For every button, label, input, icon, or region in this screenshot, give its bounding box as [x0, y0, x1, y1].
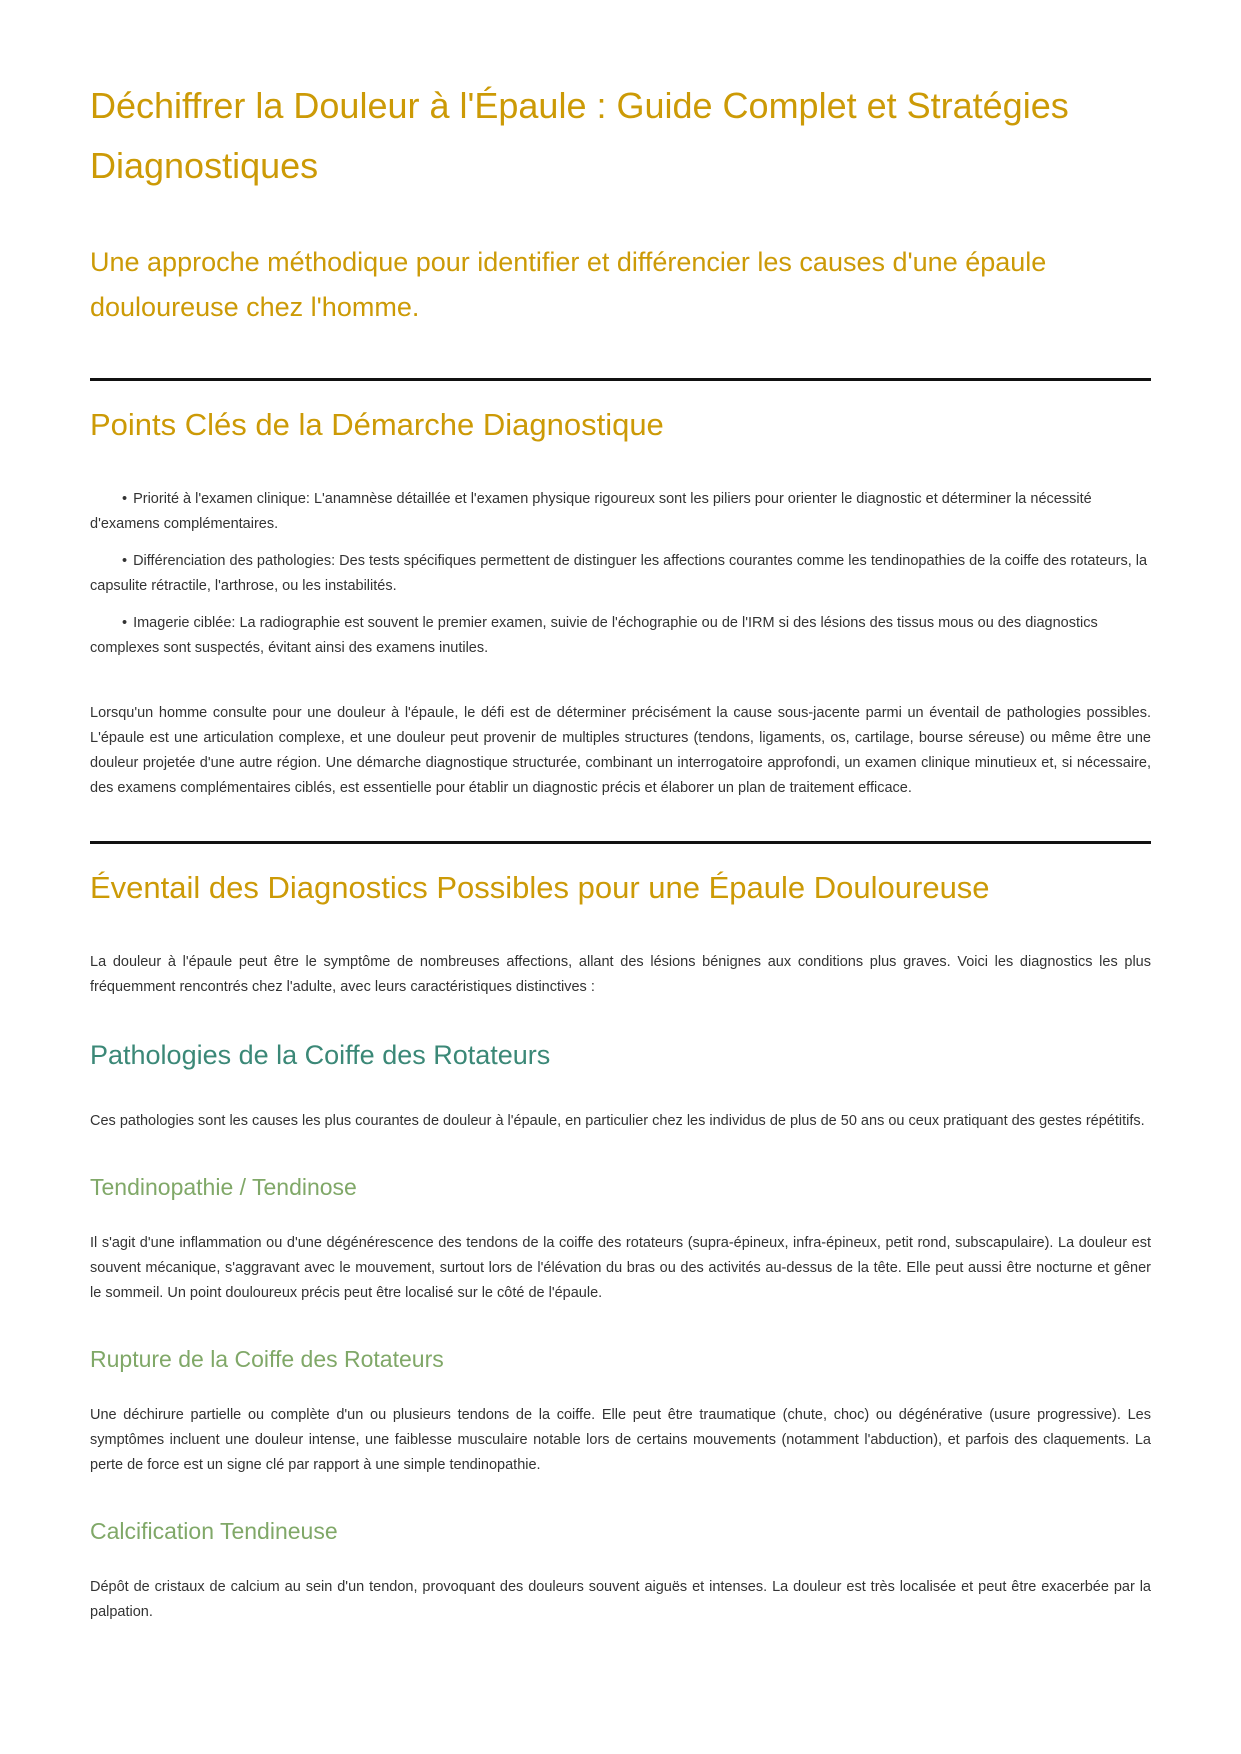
subsection-heading: Pathologies de la Coiffe des Rotateurs: [90, 1040, 551, 1070]
list-item: • Différenciation des pathologies: Des tests spécifiques permettent de distinguer les affections courantes comme les tendinopathies de la coiffe des rotateurs, la capsulite rétractile, l'arthrose, ou les instabilités.: [90, 553, 1148, 594]
divider: [90, 841, 1151, 844]
section-heading: Éventail des Diagnostics Possibles pour une Épaule Douloureuse: [90, 870, 990, 905]
subsection-intro: Ces pathologies sont les causes les plus courantes de douleur à l'épaule, en particulier chez les individus de plus de 50 ans ou ceux pratiquant des gestes répétitifs.: [90, 1113, 1145, 1129]
divider: [90, 378, 1151, 381]
page-subtitle: Une approche méthodique pour identifier et différencier les causes d'une épaule douloureuse chez l'homme.: [90, 247, 1047, 322]
list-item-text: Différenciation des pathologies: Des tests spécifiques permettent de distinguer les affections courantes comme les tendinopathies de la coiffe des rotateurs, la capsulite rétractile, l'arthrose, ou les instabilités.: [90, 553, 1148, 594]
item-heading: Calcification Tendineuse: [90, 1518, 338, 1544]
list-item: • Imagerie ciblée: La radiographie est souvent le premier examen, suivie de l'échographie ou de l'IRM si des lésions des tissus mous ou des diagnostics complexes sont suspectés, évitant ainsi des examens inutiles.: [90, 615, 1098, 656]
item-heading: Rupture de la Coiffe des Rotateurs: [90, 1346, 444, 1372]
list-item-text: Priorité à l'examen clinique: L'anamnèse détaillée et l'examen physique rigoureux sont les piliers pour orienter le diagnostic et déterminer la nécessité d'examens complémentaires.: [90, 491, 1092, 532]
item-text: Il s'agit d'une inflammation ou d'une dégénérescence des tendons de la coiffe des rotateurs (supra-épineux, infra-épineux, petit rond, subscapulaire). La douleur est souvent mécanique, s'aggravant avec le mouvement, surtout lors de l'élévation du bras ou des activités au-dessus de la tête. Elle peut aussi être nocturne et gêner le sommeil. Un point douloureux précis peut être localisé sur le côté de l'épaule.: [90, 1235, 1151, 1301]
item-text: Dépôt de cristaux de calcium au sein d'un tendon, provoquant des douleurs souvent aiguës et intenses. La douleur est très localisée et peut être exacerbée par la palpation.: [90, 1579, 1151, 1620]
list-item: • Priorité à l'examen clinique: L'anamnèse détaillée et l'examen physique rigoureux sont les piliers pour orienter le diagnostic et déterminer la nécessité d'examens complémentaires.: [90, 491, 1092, 532]
key-points-list: [90, 487, 1151, 661]
list-item-text: Imagerie ciblée: La radiographie est souvent le premier examen, suivie de l'échographie ou de l'IRM si des lésions des tissus mous ou des diagnostics complexes sont suspectés, évitant ainsi des examens inutiles.: [90, 615, 1098, 656]
section-intro: La douleur à l'épaule peut être le symptôme de nombreuses affections, allant des lésions bénignes aux conditions plus graves. Voici les diagnostics les plus fréquemment rencontrés chez l'adulte, avec leurs caractéristiques distinctives :: [90, 954, 1151, 995]
intro-paragraph: Lorsqu'un homme consulte pour une douleur à l'épaule, le défi est de déterminer précisément la cause sous-jacente parmi un éventail de pathologies possibles. L'épaule est une articulation complexe, et une douleur peut provenir de multiples structures (tendons, ligaments, os, cartilage, bourse séreuse) ou même être une douleur projetée d'une autre région. Une démarche diagnostique structurée, combinant un interrogatoire approfondi, un examen clinique minutieux et, si nécessaire, des examens complémentaires ciblés, est essentielle pour établir un diagnostic précis et élaborer un plan de traitement efficace.: [90, 705, 1151, 796]
page-title: Déchiffrer la Douleur à l'Épaule : Guide Complet et Stratégies Diagnostiques: [90, 85, 1069, 186]
item-text: Une déchirure partielle ou complète d'un ou plusieurs tendons de la coiffe. Elle peut être traumatique (chute, choc) ou dégénérative (usure progressive). Les symptômes incluent une douleur intense, une faiblesse musculaire notable lors de certains mouvements (notamment l'abduction), et parfois des claquements. La perte de force est un signe clé par rapport à une simple tendinopathie.: [90, 1407, 1151, 1473]
item-heading: Tendinopathie / Tendinose: [90, 1174, 357, 1200]
section-heading: Points Clés de la Démarche Diagnostique: [90, 407, 664, 442]
